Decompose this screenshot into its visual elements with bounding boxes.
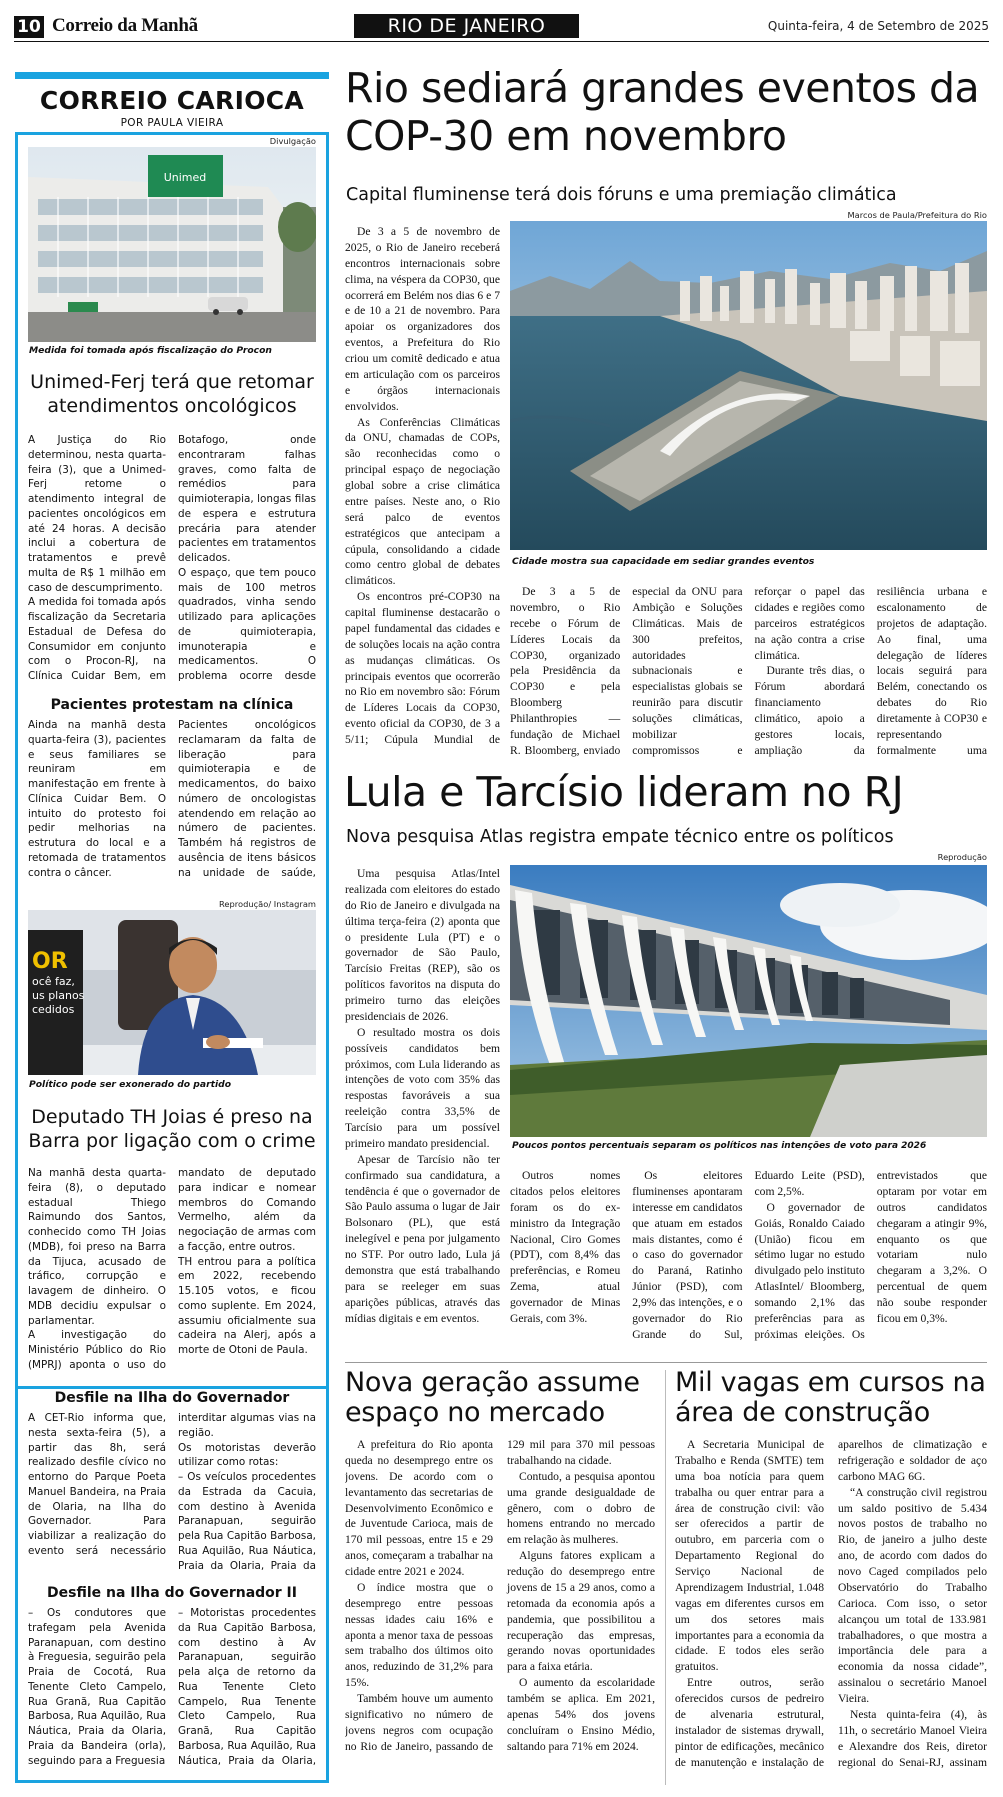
photo-caption: Medida foi tomada após fiscalização do Procon [29, 345, 272, 356]
palace-photo-svg [510, 865, 987, 1137]
page-date: Quinta-feira, 4 de Setembro de 2025 [767, 19, 989, 33]
section-label: RIO DE JANEIRO [354, 14, 579, 38]
paragraph: – Motoristas procedentes da Rua Capitão Barbosa, com destino à Av Paranapuan, seguirão pela alça de retorno da Rua Tenente Cleto Campelo, Rua Tenente Cleto Campelo, Rua Granã, Rua Capitão Barbosa, Rua Aquilão, Rua Náutica, Praia da Olaria, [178, 1607, 316, 1767]
paragraph: O aumento da escolaridade também se aplica. Em 2021, apenas 54% dos jovens concluíram o Ensino Médio, saltando para 71% em 2024. [507, 1676, 655, 1753]
story-body [28, 433, 316, 686]
page-number: 10 [14, 16, 44, 38]
story-body [28, 1411, 316, 1581]
paragraph: Pacientes oncológicos reclamaram da falta de liberação para quimioterapia e de medicamentos, do baixo número de oncologistas atendendo em relação ao número de pacientes. Também há registros de ausência de itens básicos na unidade de saúde, [178, 719, 316, 879]
building-sign: Unimed [163, 171, 207, 184]
paragraph: A medida foi tomada após fiscalização da Secretaria Estadual de Defesa do Consumidor em conjunto com o Procon-RJ, na Clínica Cuidar Bem, em Botafogo, onde encontraram falhas graves, como falta de remédios para quimioterapia, longas filas de espera e estrutura precária para atender pacientes em tratamentos delicados. [28, 434, 316, 683]
article-headline: Nova geração assume espaço no mercado [345, 1367, 640, 1429]
palace-photo [510, 865, 987, 1137]
photo-credit: Divulgação [269, 136, 316, 146]
building-photo [28, 147, 316, 342]
paragraph: Os encontros pré-COP30 na capital fluminense destacarão o papel fundamental das cidades e de soluções locais na ação contra as mudanças climáticas. Os principais eventos que ocorrerão no Rio em novembro são: Fórum de Líderes Locais da COP30, evento oficial da COP30, de 3 a 5/11; Cúpula Mundial de [345, 590, 500, 746]
paragraph: Durante três dias, o Fórum abordará financiamento climático, apoio a gestores locais, ampliação da resiliência urbana e escalonamento de projetos de adaptação. Ao final, uma delegação de líderes locais seguirá para Belém, conectando os debates do Rio diretamente à COP30 e representando formalmente uma [754, 585, 987, 757]
paragraph: Nesta quinta-feira (4), às 11h, o secretário Manoel Vieira e Alexandre dos Reis, diretor regional do Senai-RJ, assinam [838, 1707, 987, 1769]
politician-photo-svg [28, 910, 316, 1075]
paragraph: O resultado mostra os dois possíveis candidatos bem próximos, com Lula liderando as intenções de voto com 35% das respostas favoráveis a sua reeleição contra 33,5% de Tarcísio para um possível primeiro mandato presidencial. [345, 1025, 500, 1150]
photo-banner-text: OR [32, 949, 68, 974]
photo-banner-text: cedidos [32, 1003, 75, 1016]
article-subheadline: Nova pesquisa Atlas registra empate técnico entre os políticos [346, 827, 894, 847]
paper-name: Correio da Manhã [52, 15, 198, 36]
story-headline: Deputado TH Joias é preso na Barra por ligação com o crime [28, 1106, 316, 1153]
paragraph: Na manhã desta quarta-feira (8), o deputado estadual Thiego Raimundo dos Santos, conhecido como TH Joias (MDB), foi preso na Barra da Tijuca, acusado de tráfico, corrupção e lavagem de dinheiro. O MDB decidiu expulsar o parlamentar. [28, 1167, 166, 1327]
paragraph: De 3 a 5 de novembro, o Rio recebe o Fórum de Líderes Locais da COP30, organizado pela Presidência da COP30 e pela Bloomberg Philanthropies — fundação de Michael R. Bloomberg, enviado especial da ONU para Ambição e Soluções Climáticas. Mais de 300 prefeitos, autoridades subnacionais e especialistas globais se reunirão para discutir soluções climáticas, mobilizar compromissos e reforçar o papel das cidades e regiões como parceiros estratégicos na ação contra a crise climática. [510, 585, 865, 757]
paragraph: A Justiça do Rio determinou, nesta quarta-feira (3), que a Unimed-Ferj retome o atendimento integral de pacientes oncológicos em até 24 horas. A decisão inclui a cobertura de tratamentos e prevê multa de R$ 1 milhão em caso de descumprimento. [28, 434, 166, 594]
story-body [28, 1166, 316, 1388]
sidebar-title: CORREIO CARIOCA [39, 86, 305, 115]
photo-credit: Reprodução [937, 852, 987, 862]
article-headline: Rio sediará grandes eventos da COP-30 em novembro [345, 64, 980, 161]
paragraph: As Conferências Climáticas da ONU, chamadas de COPs, são reconhecidas como o principal espaço de negociação global sobre a crise climática entre países. Neste ano, o Rio será palco de eventos estratégicos que antecipam a cúpula, consolidando a cidade como centro global de debates climáticos. [345, 415, 500, 588]
paragraph: Também houve um aumento significativo no número de jovens negros com ocupação no Rio de Janeiro, passando de 129 mil para 370 mil pessoas trabalhando na cidade. [345, 1438, 655, 1753]
paragraph: Alguns fatores explicam a redução do desemprego entre jovens de 15 a 29 anos, como a retomada da economia após a pandemia, que possibilitou a recuperação das empresas, gerando novas oportunidades para a faixa etária. [507, 1549, 655, 1674]
section-divider [345, 1362, 987, 1363]
article-column [345, 224, 500, 762]
paragraph: Outros nomes citados pelos eleitores foram os do ex-ministro da Integração Nacional, Ciro Gomes (PDT), com 8,4% das preferências, e Romeu Zema, atual governador de Minas Gerais, com 3%. [510, 1169, 621, 1325]
article-body [675, 1437, 987, 1785]
article-headline: Mil vagas em cursos na área de construção [675, 1367, 986, 1429]
city-aerial-photo [510, 221, 987, 550]
photo-caption: Poucos pontos percentuais separam os políticos nas intenções de voto para 2026 [512, 1141, 927, 1151]
paragraph: A Secretaria Municipal de Trabalho e Renda (SMTE) tem uma boa notícia para quem trabalha ou quer entrar para a área de construção civil: vão ser oferecidos a partir de outubro, em parceria com o Departamento Regional do Serviço Nacional de Aprendizagem Industrial, 1.048 vagas em diferentes cursos em um dos setores mais importantes para a economia da cidade. E todos eles serão gratuitos. [675, 1438, 824, 1674]
photo-banner-text: ocê faz, [32, 975, 75, 988]
article-body [510, 1168, 987, 1354]
paragraph: TH entrou para a política em 2022, recebendo 15.105 votos, e ficou como suplente. Em 2024, assumiu oficialmente sua cadeira na Alerj, após a morte de Otoni de Paula. [178, 1255, 316, 1357]
paragraph: A CET-Rio informa que, nesta sexta-feira (5), a partir das 8h, será realizado desfile cívico no entorno do Parque Poeta Manuel Bandeira, na Praia de Olaria, na Ilha do Governador. Para viabilizar a realização do evento será necessário interditar algumas vias na região. [28, 1412, 316, 1557]
paragraph: Contudo, a pesquisa apontou uma grande desigualdade de gênero, com o dobro de homens entrando no mercado em relação às mulheres. [507, 1469, 655, 1547]
photo-banner-text: us planos [32, 989, 85, 1002]
paragraph: Os eleitores fluminenses apontaram interesse em candidatos que atuam em estados mais distantes, como é o caso do governador do Paraná, Ratinho Júnior (PSD), com 2,9% das intenções, e o governador do Rio Grande do Sul, Eduardo Leite (PSD), com 2,5%. [632, 1169, 865, 1341]
story-headline: Unimed-Ferj terá que retomar atendimentos oncológicos [30, 371, 314, 418]
photo-caption: Cidade mostra sua capacidade em sediar grandes eventos [512, 556, 815, 567]
paragraph: O índice mostra que o desemprego entre pessoas nessas idades caiu 16% e aponta a menor taxa de pessoas sem trabalho dos últimos oito anos, reduzindo de 31,2% para 15%. [345, 1580, 493, 1690]
paragraph: – Os veículos procedentes da Estrada da Cacuia, com destino à Avenida Paranapuan, seguirão pela Rua Capitão Barbosa, Rua Aquilão, Rua Náutica, Praia da Olaria, Praia da [178, 1471, 316, 1572]
paragraph: Ainda na manhã desta quarta-feira (3), pacientes e seus familiares se reuniram em manifestação em frente à Clínica Cuidar Bem. O intuito do protesto foi pedir melhorias na estrutura do local e a retomada de tratamentos contra o câncer. [28, 719, 166, 879]
article-body [510, 584, 987, 762]
paragraph: O espaço, que tem pouco mais de 100 metros quadrados, vinha sendo utilizado para aplicações de quimioterapia, imunoterapia e medicamentos. O problema ocorre desde [178, 566, 316, 683]
paragraph: Apesar de Tarcísio não ter confirmado sua candidatura, a tendência é que o governador de São Paulo assuma o lugar de Jair Bolsonaro (PL), que está inelegível e pena por julgamento no STF. Por outro lado, Lula já demonstra que está trabalhando para se reeleger em suas aparições públicas, através das mídias digitais e em eventos. [345, 1152, 500, 1325]
paragraph: – Os condutores que trafegam pela Avenida Paranapuan, com destino à Freguesia, seguirão pela Praia de Cocotá, Rua Tenente Cleto Campelo, Rua Granã, Rua Capitão Barbosa, Rua Aquilão, Rua Náutica, Praia da Olaria, Praia da Bandeira (orla), seguindo para a Freguesia [28, 1607, 166, 1767]
politician-photo [28, 910, 316, 1075]
story-headline: Desfile na Ilha do Governador [54, 1390, 290, 1406]
paragraph: O governador de Goiás, Ronaldo Caiado (União) ficou em sétimo lugar no estudo divulgado pelo instituto AtlasIntel/ Bloomberg, somando 2,1% das preferências para as próximas eleições. Os entrevistados que optaram por votar em outros candidatos chegaram a atingir 9%, enquanto os que votariam nulo chegaram a 3,2%. O percentual de quem não soube responder ficou em 0,3%. [754, 1169, 987, 1341]
sidebar-top-bar [15, 72, 329, 79]
building-photo-svg [28, 147, 316, 342]
story-headline: Desfile na Ilha do Governador II [47, 1585, 297, 1601]
photo-caption: Político pode ser exonerado do partido [29, 1079, 232, 1090]
story-subhead: Pacientes protestam na clínica [50, 697, 294, 713]
paragraph: A investigação do Ministério Público do Rio (MPRJ) aponta o uso do mandato de deputado para indicar e nomear membros do Comando Vermelho, além da negociação de armas com a facção, entre outros. [28, 1167, 316, 1371]
photo-credit: Reprodução/ Instagram [219, 899, 316, 909]
page-header [14, 13, 989, 43]
header-rule [14, 41, 989, 42]
paragraph: “A construção civil registrou um saldo positivo de 5.434 novos postos de trabalho no Rio, de janeiro a julho deste ano, de acordo com dados do novo Caged compilados pelo Observatório do Trabalho Carioca. Com isso, o setor alcançou um total de 133.981 trabalhadores, o que mostra a importância dele para a economia da nossa cidade”, assinalou o secretário Manoel Vieira. [838, 1485, 987, 1705]
paragraph: Uma pesquisa Atlas/Intel realizada com eleitores do estado do Rio de Janeiro e divulgada na última terça-feira (2) aponta que o presidente Lula (PT) e o governador de São Paulo, Tarcísio Freitas (REP), são os políticos favoritos na disputa do primeiro turno das eleições presidenciais de 2026. [345, 867, 500, 1023]
paragraph: Entre outros, serão oferecidos cursos de pedreiro de alvenaria estrutural, instalador de sistemas drywall, pintor de edificações, mecânico de manutenção e instalação de aparelhos de climatização e refrigeração e soldador de aço carbono MAG 6G. [675, 1438, 987, 1769]
article-column [345, 866, 500, 1354]
article-headline: Lula e Tarcísio lideram no RJ [344, 768, 904, 816]
paragraph: A prefeitura do Rio aponta queda no desemprego entre os jovens. De acordo com o levantamento das secretarias de Desenvolvimento Econômico e de Juventude Carioca, mais de 170 mil pessoas, entre 15 e 29 anos, começaram a trabalhar na cidade entre 2021 e 2024. [345, 1438, 493, 1578]
city-aerial-photo-svg [510, 221, 987, 550]
paragraph: Os motoristas deverão utilizar como rotas: [178, 1441, 316, 1469]
story-body [28, 1606, 316, 1778]
photo-credit: Marcos de Paula/Prefeitura do Rio [847, 210, 987, 220]
sidebar-byline: POR PAULA VIEIRA [120, 117, 224, 129]
article-subheadline: Capital fluminense terá dois fóruns e uma premiação climática [346, 185, 897, 205]
article-body [345, 1437, 655, 1785]
column-divider [665, 1370, 666, 1785]
paragraph: De 3 a 5 de novembro de 2025, o Rio de Janeiro receberá encontros internacionais sobre clima, na véspera da COP30, que ocorrerá em Belém nos dias 6 e 7 e de 10 a 21 de novembro. Para apoiar os organizadores dos eventos, a Prefeitura do Rio criou um comitê dedicado e atua em articulação com os parceiros e órgãos internacionais envolvidos. [345, 225, 500, 413]
story-body [28, 718, 316, 883]
